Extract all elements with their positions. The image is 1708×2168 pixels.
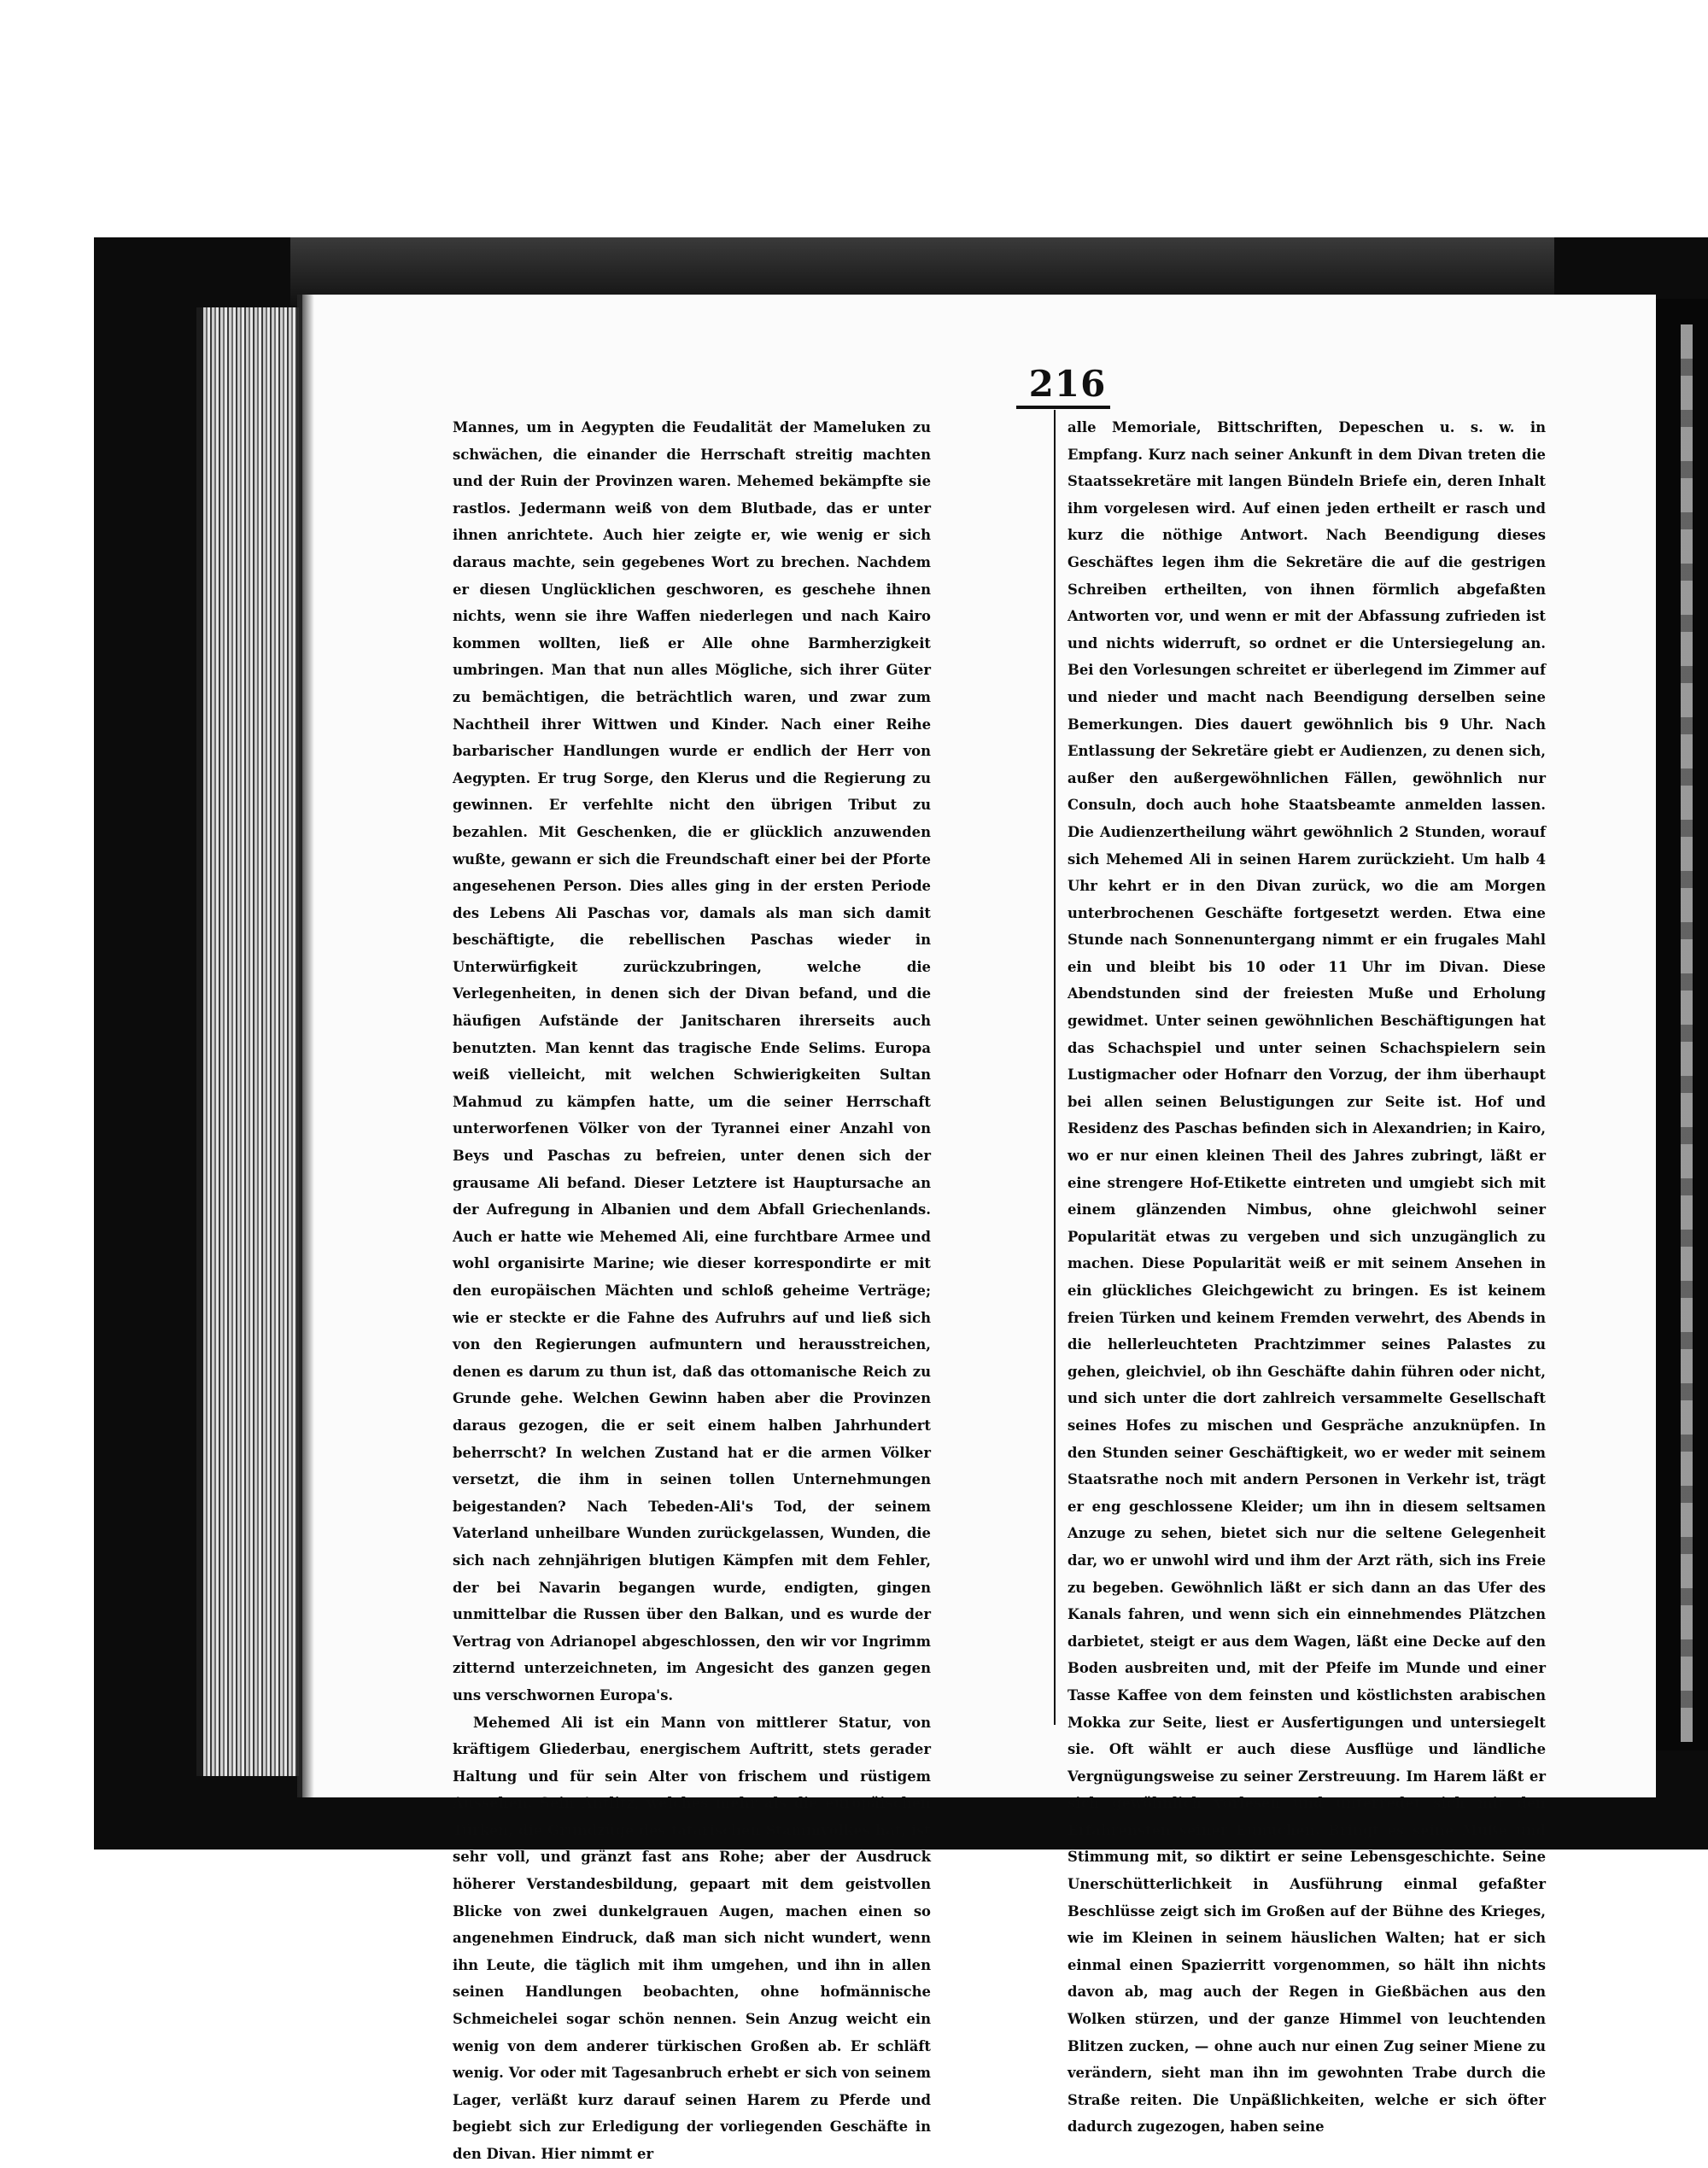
- facing-page-strip: [1681, 324, 1693, 1742]
- page-number-rule: [1016, 406, 1110, 409]
- left-paragraph-2: Mehemed Ali ist ein Mann von mittlerer Statur, von kräftigem Gliederbau, energischem Auftritt, stets gerader Haltung und für sein Alter von frischem und rüstigem Aussehen. Sein Antlitz, welches mehr als die europäischen Türken, die Grundzüge des tatarischen Stammvolkes hat, ist sehr voll, und gränzt fast ans Rohe; aber der Ausdruck höherer Verstandesbildung, gepaart mit dem geistvollen Blicke von zwei dunkelgrauen Augen, machen einen so angenehmen Eindruck, daß man sich nicht wundert, wenn ihn Leute, die täglich mit ihm umgehen, und ihn in allen seinen Handlungen beobachten, ohne hofmännische Schmeichelei sogar schön nennen. Sein Anzug weicht ein wenig von dem anderer türkischen Großen ab. Er schläft wenig. Vor oder mit Tagesanbruch erhebt er sich von seinem Lager, verläßt kurz darauf seinen Harem zu Pferde und begiebt sich zur Erledigung der vorliegenden Geschäfte in den Divan. Hier nimmt er: [453, 1714, 931, 2162]
- page-number: 216: [1028, 363, 1107, 405]
- right-paragraph-1: alle Memoriale, Bittschriften, Depeschen u. s. w. in Empfang. Kurz nach seiner Ankunft in dem Divan treten die Staatssekretäre mit langen Bündeln Briefe ein, deren Inhalt ihm vorgelesen wird. Auf einen jeden ertheilt er rasch und kurz die nöthige Antwort. Nach Beendigung dieses Geschäftes legen ihm die Sekretäre die auf die gestrigen Schreiben ertheilten, von ihnen förmlich abgefaßten Antworten vor, und wenn er mit der Abfassung zufrieden ist und nichts widerruft, so ordnet er die Untersiegelung an. Bei den Vorlesungen schreitet er überlegend im Zimmer auf und nieder und macht nach Beendigung derselben seine Bemerkungen. Dies dauert gewöhnlich bis 9 Uhr. Nach Entlassung der Sekretäre giebt er Audienzen, zu denen sich, außer den außergewöhnlichen Fällen, gewöhnlich nur Consuln, doch auch hohe Staatsbeamte anmelden lassen. Die Audienzertheilung währt gewöhnlich 2 Stunden, worauf sich Mehemed Ali in seinen Harem zurückzieht. Um halb 4 Uhr kehrt er in den Divan zurück, wo die am Morgen unterbrochenen Geschäfte fortgesetzt werden. Etwa eine Stunde nach Sonnenuntergang nimmt er ein frugales Mahl ein und bleibt bis 10 oder 11 Uhr im Divan. Diese Abendstunden sind der freiesten Muße und Erholung gewidmet. Unter seinen gewöhnlichen Beschäftigungen hat das Schachspiel und unter seinen Schachspielern sein Lustigmacher oder Hofnarr den Vorzug, der ihm überhaupt bei allen seinen Belustigungen zur Seite ist. Hof und Residenz des Paschas befinden sich in Alexandrien; in Kairo, wo er nur einen kleinen Theil des Jahres zubringt, läßt er eine strengere Hof-Etikette eintreten und umgiebt sich mit einem glänzenden Nimbus, ohne gleichwohl seiner Popularität etwas zu vergeben und sich unzugänglich zu machen. Diese Popularität weiß er mit seinem Ansehen in ein glückliches Gleichgewicht zu bringen. Es ist keinem freien Türken und keinem Fremden verwehrt, des Abends in die hellerleuchteten Prachtzimmer seines Palastes zu gehen, gleichviel, ob ihn Geschäfte dahin führen oder nicht, und sich unter die dort zahlreich versammelte Gesellschaft seines Hofes zu mischen und Gespräche anzuknüpfen. In den Stunden seiner Geschäftigkeit, wo er weder mit seinem Staatsrathe noch mit andern Personen in Verkehr ist, trägt er eng geschlossene Kleider; um ihn in diesem seltsamen Anzuge zu sehen, bietet sich nur die seltene Gelegenheit dar, wo er unwohl wird und ihm der Arzt räth, sich ins Freie zu begeben. Gewöhnlich läßt er sich dann an das Ufer des Kanals fahren, und wenn sich ein einnehmendes Plätzchen darbietet, steigt er aus dem Wagen, läßt eine Decke auf den Boden ausbreiten und, mit der Pfeife im Munde und einer Tasse Kaffee von dem feinsten und köstlichsten arabischen Mokka zur Seite, liest er Ausfertigungen und untersiegelt sie. Oft wählt er auch diese Ausflüge und ländliche Vergnügungsweise zu seiner Zerstreuung. Im Harem läßt er sich gewöhnlich vorlesen und unterredet sich mit den Erfahrensten seiner Eunuchen. Bringt es seine Muße und Stimmung mit, so diktirt er seine Lebensgeschichte. Seine Unerschütterlichkeit in Ausführung einmal gefaßter Beschlüsse zeigt sich im Großen auf der Bühne des Krieges, wie im Kleinen in seinem häuslichen Walten; hat er sich einmal einen Spazierritt vorgenommen, so hält ihn nichts davon ab, mag auch der Regen in Gießbächen aus den Wolken stürzen, und der ganze Himmel von leuchtenden Blitzen zucken, — ohne auch nur einen Zug seiner Miene zu verändern, sieht man ihn im gewohnten Trabe durch die Straße reiten. Die Unpäßlichkeiten, welche er sich öfter dadurch zugezogen, haben seine: [1068, 419, 1546, 2136]
- left-column: [453, 414, 931, 2162]
- column-divider: [1054, 410, 1056, 1725]
- right-column: [1068, 414, 1546, 2136]
- left-paragraph-1: Mannes, um in Aegypten die Feudalität der Mameluken zu schwächen, die einander die Herrschaft streitig machten und der Ruin der Provinzen waren. Mehemed bekämpfte sie rastlos. Jedermann weiß von dem Blutbade, das er unter ihnen anrichtete. Auch hier zeigte er, wie wenig er sich daraus machte, sein gegebenes Wort zu brechen. Nachdem er diesen Unglücklichen geschworen, es geschehe ihnen nichts, wenn sie ihre Waffen niederlegen und nach Kairo kommen wollten, ließ er Alle ohne Barmherzigkeit umbringen. Man that nun alles Mögliche, sich ihrer Güter zu bemächtigen, die beträchtlich waren, und zwar zum Nachtheil ihrer Wittwen und Kinder. Nach einer Reihe barbarischer Handlungen wurde er endlich der Herr von Aegypten. Er trug Sorge, den Klerus und die Regierung zu gewinnen. Er verfehlte nicht den übrigen Tribut zu bezahlen. Mit Geschenken, die er glücklich anzuwenden wußte, gewann er sich die Freundschaft einer bei der Pforte angesehenen Person. Dies alles ging in der ersten Periode des Lebens Ali Paschas vor, damals als man sich damit beschäftigte, die rebellischen Paschas wieder in Unterwürfigkeit zurückzubringen, welche die Verlegenheiten, in denen sich der Divan befand, und die häufigen Aufstände der Janitscharen ihrerseits auch benutzten. Man kennt das tragische Ende Selims. Europa weiß vielleicht, mit welchen Schwierigkeiten Sultan Mahmud zu kämpfen hatte, um die seiner Herrschaft unterworfenen Völker von der Tyrannei einer Anzahl von Beys und Paschas zu befreien, unter denen sich der grausame Ali befand. Dieser Letztere ist Hauptursache an der Aufregung in Albanien und dem Abfall Griechenlands. Auch er hatte wie Mehemed Ali, eine furchtbare Armee und wohl organisirte Marine; wie dieser korrespondirte er mit den europäischen Mächten und schloß geheime Verträge; wie er steckte er die Fahne des Aufruhrs auf und ließ sich von den Regierungen aufmuntern und herausstreichen, denen es darum zu thun ist, daß das ottomanische Reich zu Grunde gehe. Welchen Gewinn haben aber die Provinzen daraus gezogen, die er seit einem halben Jahrhundert beherrscht? In welchen Zustand hat er die armen Völker versetzt, die ihm in seinen tollen Unternehmungen beigestanden? Nach Tebeden-Ali's Tod, der seinem Vaterland unheilbare Wunden zurückgelassen, Wunden, die sich nach zehnjährigen blutigen Kämpfen mit dem Fehler, der bei Navarin begangen wurde, endigten, gingen unmittelbar die Russen über den Balkan, und es wurde der Vertrag von Adrianopel abgeschlossen, den wir vor Ingrimm zitternd unterzeichneten, im Angesicht des ganzen gegen uns verschwornen Europa's.: [453, 419, 931, 1703]
